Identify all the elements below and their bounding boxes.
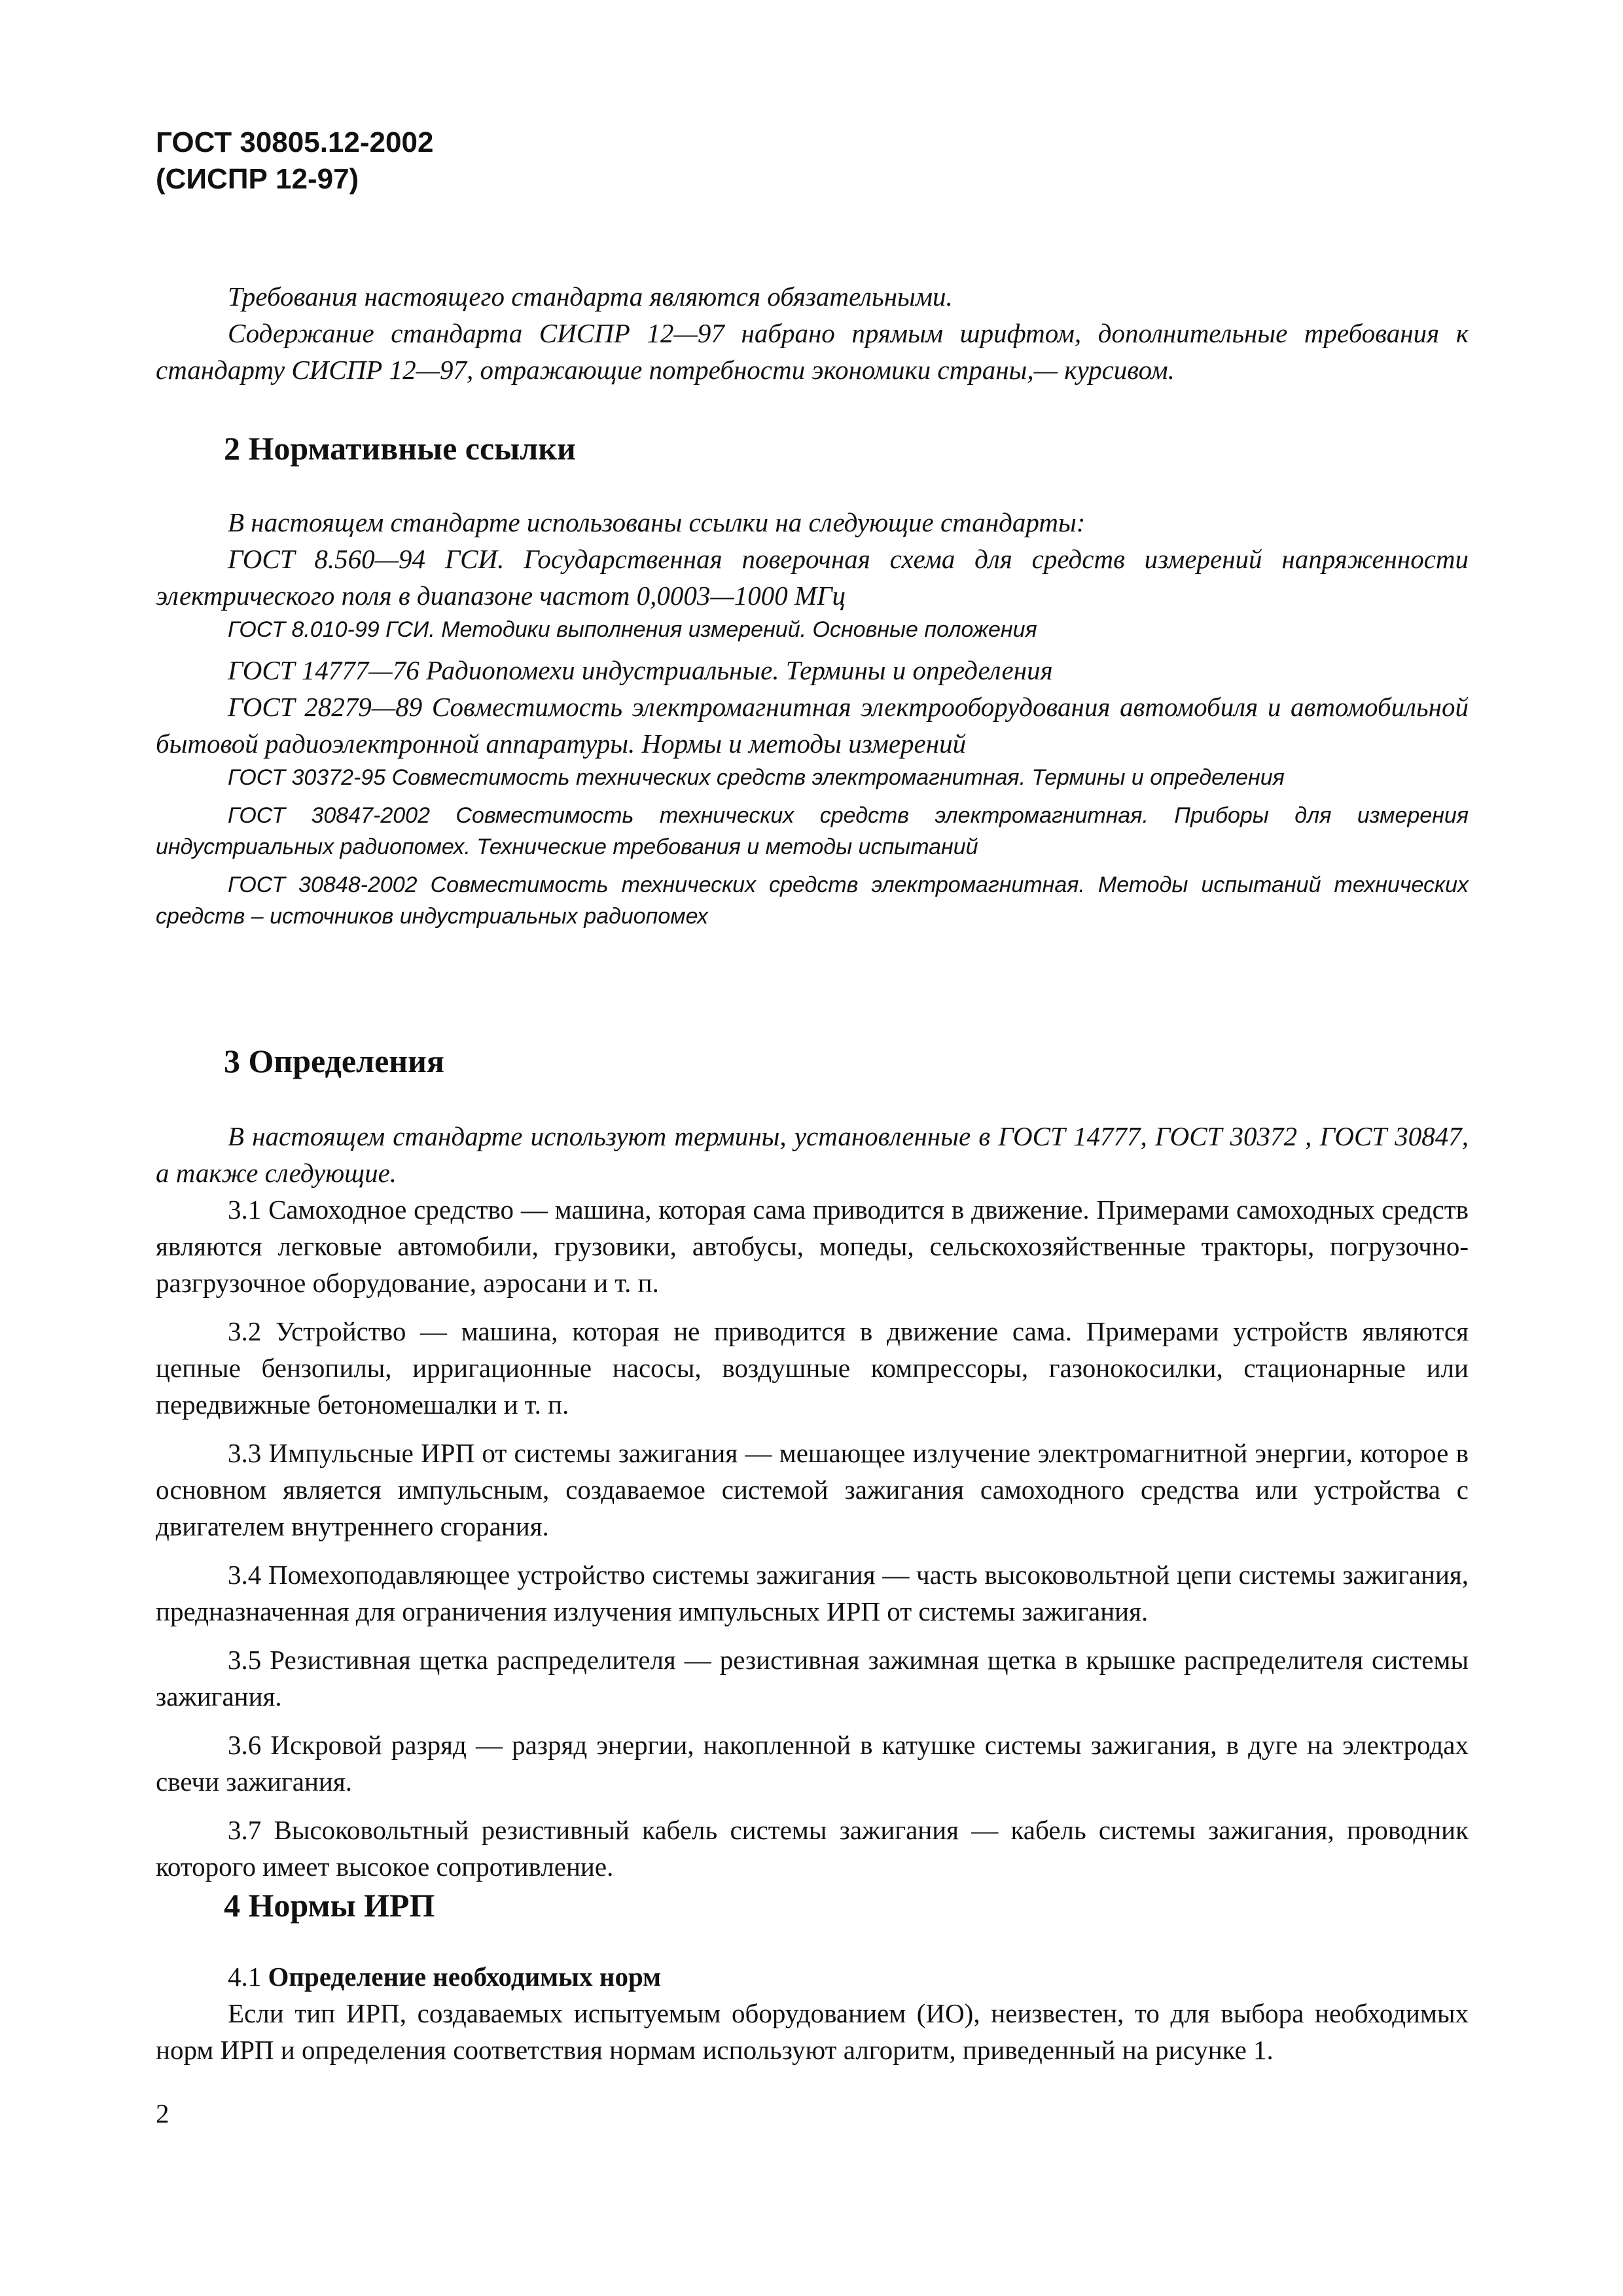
reference-item: ГОСТ 8.560—94 ГСИ. Государственная поверочная схема для средств измерений напряженности электрического поля в диапазоне частот 0,0003—1000 МГц [156, 544, 1469, 611]
reference-item: ГОСТ 14777—76 Радиопомехи индустриальные. Термины и определения [228, 655, 1053, 685]
reference-item: ГОСТ 8.010-99 ГСИ. Методики выполнения измерений. Основные положения [228, 617, 1037, 642]
definition-item: 3.1 Самоходное средство — машина, которая сама приводится в движение. Примерами самоходных средств являются легковые автомобили, грузовики, автобусы, мопеды, сельскохозяйственные тракторы, погрузочно-разгрузочное оборудование, аэросани и т. п. [156, 1194, 1469, 1298]
reference-item: ГОСТ 28279—89 Совместимость электромагнитная электрооборудования автомобиля и автомобильной бытовой радиоэлектронной аппаратуры. Нормы и методы измерений [156, 692, 1469, 759]
preamble-typeface-note: Содержание стандарта СИСПР 12—97 набрано прямым шрифтом, дополнительные требования к стандарту СИСПР 12—97, отражающие потребности экономики страны,— курсивом. [156, 318, 1469, 385]
section-3-heading: 3 Определения [224, 1043, 444, 1079]
definition-item: 3.4 Помехоподавляющее устройство системы зажигания — часть высоковольтной цепи системы зажигания, предназначенная для ограничения излучения импульсных ИРП от системы зажигания. [156, 1560, 1469, 1626]
section-3-intro: В настоящем стандарте используют термины, установленные в ГОСТ 14777, ГОСТ 30372 , ГОСТ 30847, а также следующие. [156, 1121, 1469, 1188]
subsection-number: 4.1 [228, 1962, 262, 1992]
preamble [156, 278, 1469, 388]
section-2-heading: 2 Нормативные ссылки [224, 430, 576, 467]
definition-item: 3.5 Резистивная щетка распределителя — резистивная зажимная щетка в крышке распределителя системы зажигания. [156, 1645, 1469, 1712]
subsection-4-1-title [156, 1958, 1469, 1995]
section-4-heading: 4 Нормы ИРП [224, 1887, 435, 1924]
reference-item: ГОСТ 30372-95 Совместимость технических средств электромагнитная. Термины и определения [228, 765, 1285, 790]
section-2-body [156, 504, 1469, 932]
section-4-body [156, 1958, 1469, 2068]
definition-item: 3.6 Искровой разряд — разряд энергии, накопленной в катушке системы зажигания, в дуге на электродах свечи зажигания. [156, 1730, 1469, 1797]
reference-item: ГОСТ 30848-2002 Совместимость технических средств электромагнитная. Методы испытаний технических средств – источников индустриальных радиопомех [156, 872, 1469, 929]
subsection-4-1-text: Если тип ИРП, создаваемых испытуемым оборудованием (ИО), неизвестен, то для выбора необходимых норм ИРП и определения соответствия нормам используют алгоритм, приведенный на рисунке 1. [156, 1998, 1469, 2065]
section-3-body [156, 1118, 1469, 1885]
section-2-intro: В настоящем стандарте использованы ссылки на следующие стандарты: [228, 507, 1086, 537]
standard-designation: ГОСТ 30805.12-2002 [156, 126, 434, 158]
definition-item: 3.2 Устройство — машина, которая не приводится в движение сама. Примерами устройств являются цепные бензопилы, ирригационные насосы, воздушные компрессоры, газонокосилки, стационарные или передвижные бетономешалки и т. п. [156, 1316, 1469, 1420]
standard-equivalent: (СИСПР 12-97) [156, 163, 359, 195]
definition-item: 3.3 Импульсные ИРП от системы зажигания — мешающее излучение электромагнитной энергии, которое в основном является импульсным, создаваемое системой зажигания самоходного средства или устройства с двигателем внутреннего сгорания. [156, 1438, 1469, 1541]
reference-item: ГОСТ 30847-2002 Совместимость технических средств электромагнитная. Приборы для измерения индустриальных радиопомех. Технические требования и методы испытаний [156, 803, 1469, 859]
page-number: 2 [156, 2098, 169, 2128]
subsection-title: Определение необходимых норм [268, 1962, 662, 1992]
preamble-mandatory: Требования настоящего стандарта являются обязательными. [228, 281, 953, 312]
definition-item: 3.7 Высоковольтный резистивный кабель системы зажигания — кабель системы зажигания, проводник которого имеет высокое сопротивление. [156, 1815, 1469, 1882]
